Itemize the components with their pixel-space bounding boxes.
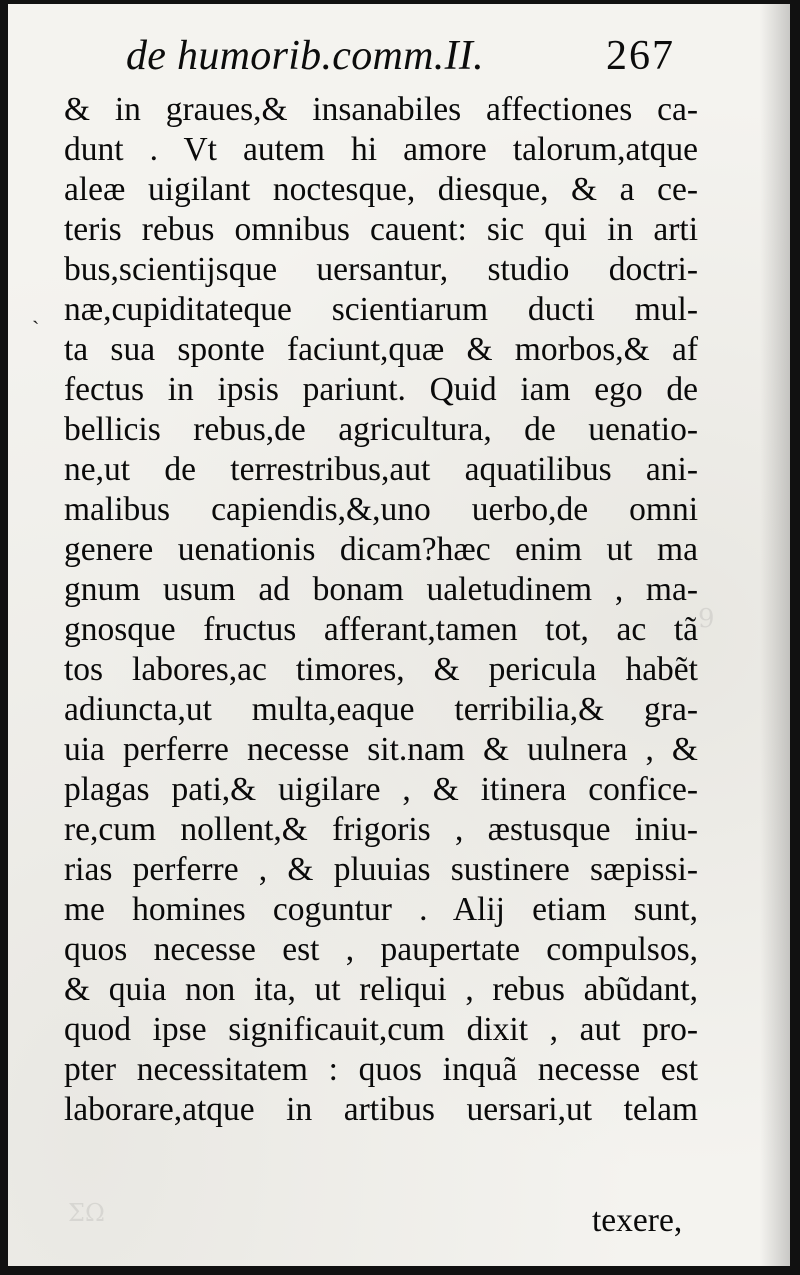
text-line: gnum usum ad bonam ualetudinem , ma- [64, 571, 698, 608]
text-line: malibus capiendis,&,uno uerbo,de omni [64, 491, 698, 528]
margin-speck: ˋ [32, 316, 40, 341]
text-line: bus,scientijsque uersantur, studio doctri- [64, 251, 698, 288]
bleed-through-mark: 9 [698, 604, 715, 634]
text-line: uia perferre necesse sit.nam & uulnera , & [64, 731, 698, 768]
catchword: texere, [592, 1202, 683, 1239]
text-line: pter necessitatem : quos inquã necesse est [64, 1051, 698, 1088]
text-line: næ,cupiditateque scientiarum ducti mul- [64, 291, 698, 328]
running-title: de humorib.comm.II. [126, 33, 484, 79]
text-line: dunt . Vt autem hi amore talorum,atque [64, 131, 698, 168]
text-line: & quia non ita, ut reliqui , rebus abũdant, [64, 971, 698, 1008]
text-line: ne,ut de terrestribus,aut aquatilibus ani- [64, 451, 698, 488]
text-line: bellicis rebus,de agricultura, de uenatio- [64, 411, 698, 448]
text-line: quos necesse est , paupertate compulsos, [64, 931, 698, 968]
bleed-through-mark: ΣΩ [68, 1199, 105, 1227]
page-number: 267 [606, 33, 675, 79]
text-line: gnosque fructus afferant,tamen tot, ac tã [64, 611, 698, 648]
text-line: ta sua sponte faciunt,quæ & morbos,& af [64, 331, 698, 368]
text-line: fectus in ipsis pariunt. Quid iam ego de [64, 371, 698, 408]
text-line: laborare,atque in artibus uersari,ut telam [64, 1091, 698, 1128]
book-page [8, 4, 790, 1266]
text-line: & in graues,& insanabiles affectiones ca- [64, 91, 698, 128]
text-line: quod ipse significauit,cum dixit , aut pro- [64, 1011, 698, 1048]
text-line: re,cum nollent,& frigoris , æstusque iniu- [64, 811, 698, 848]
page-header [8, 28, 790, 88]
text-line: plagas pati,& uigilare , & itinera confice- [64, 771, 698, 808]
text-line: teris rebus omnibus cauent: sic qui in arti [64, 211, 698, 248]
body-text [64, 90, 698, 1130]
text-line: aleæ uigilant noctesque, diesque, & a ce- [64, 171, 698, 208]
text-line: me homines coguntur . Alij etiam sunt, [64, 891, 698, 928]
text-line: genere uenationis dicam?hæc enim ut ma [64, 531, 698, 568]
text-line: adiuncta,ut multa,eaque terribilia,& gra- [64, 691, 698, 728]
page-edge-shadow [760, 4, 790, 1266]
text-line: rias perferre , & pluuias sustinere sæpissi- [64, 851, 698, 888]
text-line: tos labores,ac timores, & pericula habẽt [64, 651, 698, 688]
